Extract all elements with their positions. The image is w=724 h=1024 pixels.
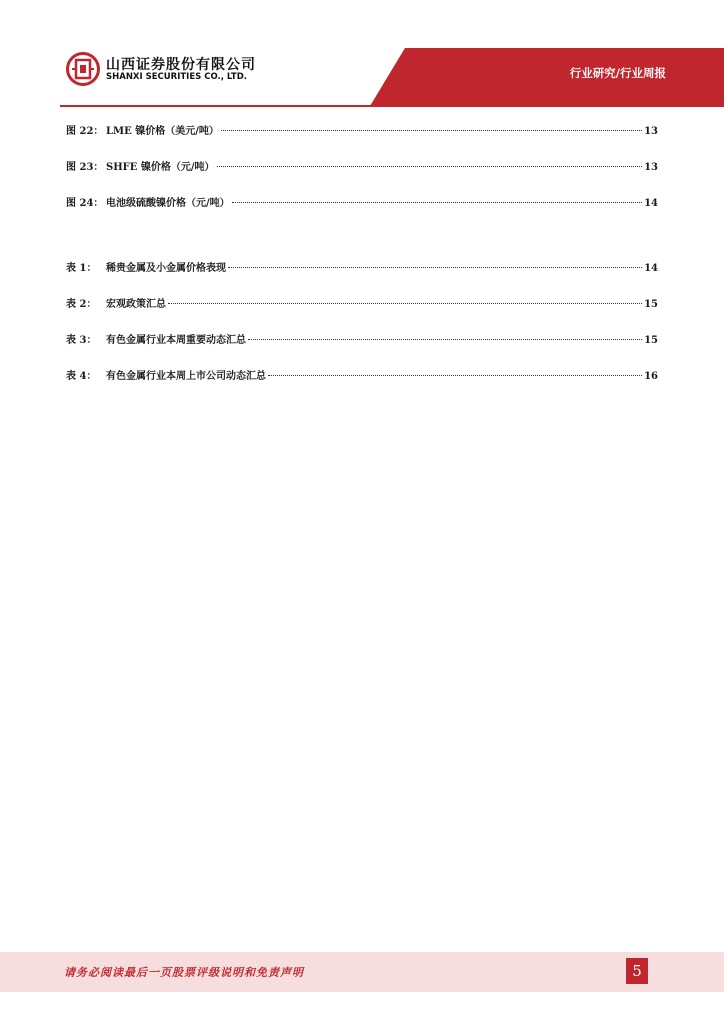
toc-entry-figure-23[interactable] — [66, 158, 658, 173]
report-category: 行业研究/行业周报 — [569, 66, 666, 80]
toc-number: 表 4： — [66, 371, 97, 382]
toc-number: 图 24： — [66, 198, 104, 209]
toc-title: 稀贵金属及小金属价格表现 — [106, 263, 226, 274]
toc-title: 有色金属行业本周重要动态汇总 — [106, 335, 246, 346]
shanxi-securities-logo-icon — [66, 52, 100, 86]
toc-page-number: 13 — [644, 126, 658, 137]
footer-disclaimer: 请务必阅读最后一页股票评级说明和免责声明 — [64, 966, 304, 979]
company-name-en: SHANXI SECURITIES CO., LTD. — [106, 72, 248, 82]
toc-title: 宏观政策汇总 — [106, 299, 166, 310]
toc-title: 电池级硫酸镍价格（元/吨） — [106, 198, 230, 209]
toc-leader-dots — [217, 166, 643, 167]
toc-page-number: 16 — [644, 371, 658, 382]
toc-leader-dots — [232, 202, 642, 203]
toc-page-number: 14 — [644, 263, 658, 274]
toc-number: 表 2： — [66, 299, 97, 310]
toc-leader-dots — [248, 339, 642, 340]
toc-leader-dots — [228, 267, 642, 268]
toc-page-number: 13 — [644, 162, 658, 173]
toc-title: SHFE 镍价格（元/吨） — [106, 162, 215, 173]
toc-leader-dots — [168, 303, 642, 304]
toc-number: 图 22： — [66, 126, 104, 137]
page-number-badge: 5 — [626, 958, 648, 984]
toc-number: 表 3： — [66, 335, 97, 346]
toc-page-number: 15 — [644, 335, 658, 346]
toc-page-number: 14 — [644, 198, 658, 209]
company-name-cn: 山西证券股份有限公司 — [106, 57, 256, 73]
toc-entry-table-1[interactable] — [66, 259, 658, 274]
toc-title: LME 镍价格（美元/吨） — [106, 126, 219, 137]
toc-leader-dots — [268, 375, 642, 376]
toc-page-number: 15 — [644, 299, 658, 310]
toc-entry-table-4[interactable] — [66, 367, 658, 382]
toc-entry-table-2[interactable] — [66, 295, 658, 310]
toc-number: 表 1： — [66, 263, 97, 274]
toc-leader-dots — [221, 130, 642, 131]
toc-entry-table-3[interactable] — [66, 331, 658, 346]
toc-title: 有色金属行业本周上市公司动态汇总 — [106, 371, 266, 382]
toc-number: 图 23： — [66, 162, 104, 173]
toc-entry-figure-24[interactable] — [66, 194, 658, 209]
page-header — [0, 0, 724, 110]
toc-entry-figure-22[interactable] — [66, 122, 658, 137]
